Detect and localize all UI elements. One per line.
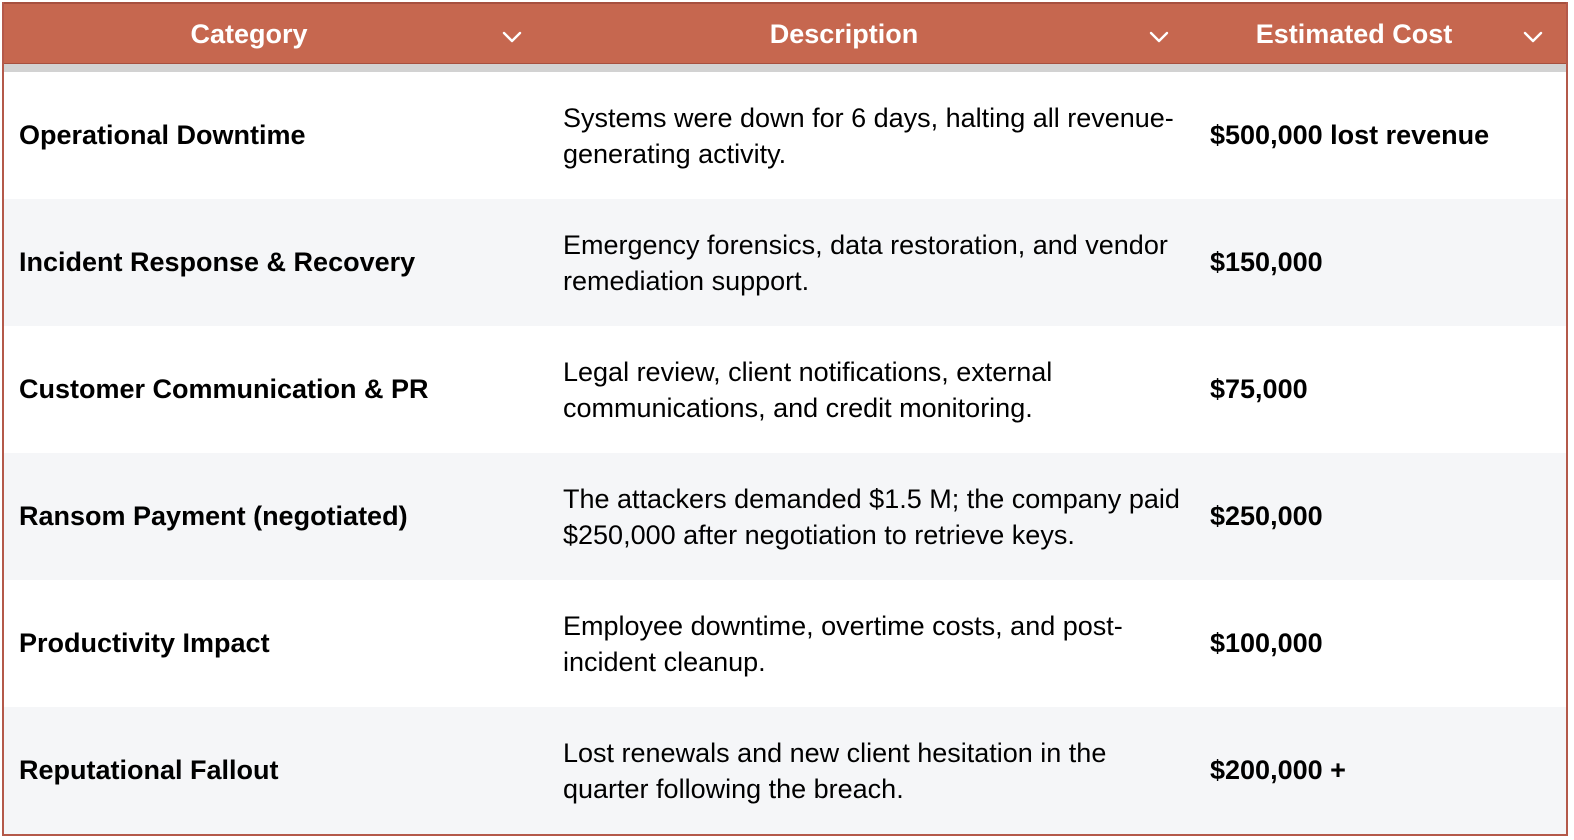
cost-cell: $100,000	[1210, 628, 1323, 658]
column-header-label: Category	[190, 18, 308, 49]
cost-cell: $150,000	[1210, 247, 1323, 277]
table-row[interactable]	[4, 707, 1566, 834]
table-row[interactable]	[4, 72, 1566, 199]
column-header-label: Description	[769, 18, 919, 49]
table-row[interactable]	[4, 580, 1566, 707]
column-header-description[interactable]	[544, 4, 1144, 64]
header-divider	[4, 64, 1566, 72]
chevron-down-icon[interactable]	[1148, 25, 1170, 47]
column-header-category[interactable]	[4, 4, 494, 64]
chevron-down-icon[interactable]	[501, 25, 523, 47]
description-cell: Employee downtime, overtime costs, and post-incident cleanup.	[563, 610, 1123, 677]
column-header-label: Estimated Cost	[1255, 18, 1453, 49]
description-cell: Lost renewals and new client hesitation in the quarter following the breach.	[563, 737, 1107, 804]
category-cell: Reputational Fallout	[19, 755, 279, 785]
category-cell: Incident Response & Recovery	[19, 247, 416, 277]
cost-table	[2, 2, 1568, 836]
cost-cell: $75,000	[1210, 374, 1308, 404]
category-cell: Productivity Impact	[19, 628, 270, 658]
table-header	[4, 2, 1566, 64]
column-header-estimated-cost[interactable]	[1194, 4, 1514, 64]
cost-cell: $500,000 lost revenue	[1210, 120, 1490, 150]
table-row[interactable]	[4, 326, 1566, 453]
chevron-down-icon[interactable]	[1522, 25, 1544, 47]
category-cell: Operational Downtime	[19, 120, 306, 150]
description-cell: Systems were down for 6 days, halting all revenue-generating activity.	[563, 102, 1174, 169]
description-cell: Legal review, client notifications, external communications, and credit monitoring.	[563, 356, 1053, 423]
table-body	[4, 72, 1566, 834]
cost-cell: $200,000 +	[1210, 755, 1346, 785]
cost-cell: $250,000	[1210, 501, 1323, 531]
description-cell: The attackers demanded $1.5 M; the company paid $250,000 after negotiation to retrieve keys.	[563, 483, 1180, 550]
table-row[interactable]	[4, 199, 1566, 326]
table-row[interactable]	[4, 453, 1566, 580]
category-cell: Customer Communication & PR	[19, 374, 429, 404]
description-cell: Emergency forensics, data restoration, and vendor remediation support.	[563, 229, 1168, 296]
category-cell: Ransom Payment (negotiated)	[19, 501, 408, 531]
